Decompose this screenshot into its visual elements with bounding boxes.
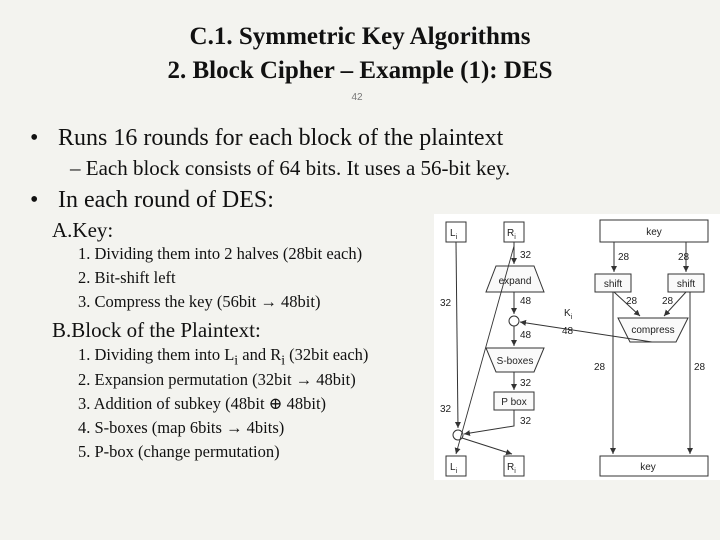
shift-right-label: shift [676, 279, 696, 290]
sub-bullet-block-size [70, 156, 510, 180]
key-item-2: 2. Bit-shift left [78, 268, 176, 287]
key-bottom-label: key [640, 462, 656, 473]
bullet-rounds-text: Runs 16 rounds for each block of the plaintext [58, 125, 504, 151]
block-item-1-sub-r: i [281, 352, 286, 368]
compress-label: compress [631, 325, 675, 336]
ri-bottom-label: $R_i$ [507, 462, 516, 475]
num-32-a: 32 [520, 250, 532, 261]
num-28-b: 28 [678, 252, 690, 263]
key-item-1: 1. Dividing them into 2 halves (28bit each) [78, 244, 363, 263]
ki-label: $K_i$ [564, 308, 573, 321]
block-item-1-pre: 1. Dividing them into L [78, 345, 235, 364]
des-round-diagram [434, 214, 720, 480]
block-item-2: 2. Expansion permutation (32bit → 48bit) [78, 370, 356, 389]
num-28-c: 28 [626, 296, 638, 307]
num-48-a: 48 [520, 296, 532, 307]
key-item-3: 3. Compress the key (56bit → 48bit) [78, 292, 321, 311]
bullet-dot: • [30, 187, 39, 213]
num-32-b: 32 [520, 378, 532, 389]
num-48-ki: 48 [562, 326, 574, 337]
num-28-f: 28 [694, 362, 706, 373]
num-28-e: 28 [594, 362, 606, 373]
num-32-left-top: 32 [440, 298, 452, 309]
num-28-d: 28 [662, 296, 674, 307]
li-top-label: $L_i$ [450, 228, 458, 241]
pbox-label: P box [501, 397, 527, 408]
key-section-heading: A.Key: [52, 218, 114, 242]
bullet-each-round [30, 186, 274, 214]
block-item-5: 5. P-box (change permutation) [78, 442, 280, 461]
block-item-1-sub-l: i [234, 352, 239, 368]
dash-marker: – [70, 156, 86, 180]
ri-top-label: $R_i$ [507, 228, 516, 241]
bullet-each-round-text: In each round of DES: [58, 187, 274, 213]
page-number: 42 [351, 92, 363, 103]
key-top-label: key [646, 227, 662, 238]
block-item-1-mid: and R [238, 345, 282, 364]
slide-title-line1: C.1. Symmetric Key Algorithms [189, 23, 531, 50]
block-item-1 [78, 345, 368, 370]
num-32-left-bottom: 32 [440, 404, 452, 415]
block-section-heading: B.Block of the Plaintext: [52, 318, 261, 342]
shift-left-label: shift [603, 279, 623, 290]
block-item-3: 3. Addition of subkey (48bit ⊕ 48bit) [78, 394, 327, 413]
bullet-dot: • [30, 125, 39, 151]
sub-bullet-text: Each block consists of 64 bits. It uses a 56-bit key. [85, 156, 511, 180]
bullet-rounds [30, 124, 503, 152]
num-48-b: 48 [520, 330, 532, 341]
num-32-c: 32 [520, 416, 532, 427]
sboxes-label: S-boxes [496, 356, 534, 367]
slide-title-line2: 2. Block Cipher – Example (1): DES [167, 57, 553, 84]
block-item-1-post: (32bit each) [285, 345, 369, 364]
num-28-a: 28 [618, 252, 630, 263]
expand-label: expand [498, 276, 532, 287]
li-bottom-label: $L_i$ [450, 462, 458, 475]
block-item-4: 4. S-boxes (map 6bits → 4bits) [78, 418, 285, 437]
